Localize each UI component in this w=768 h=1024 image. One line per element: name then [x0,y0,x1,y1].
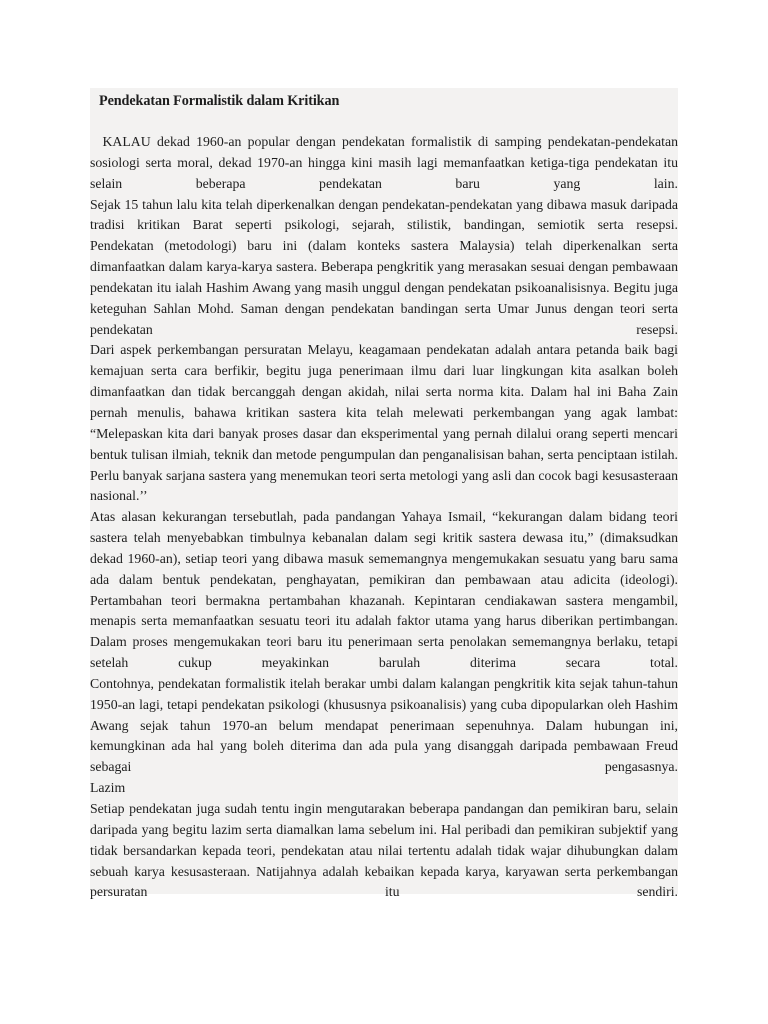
text-line: Dalam proses mengemukakan teori baru itu penerimaan serta penolakan sememangnya berlaku, tetapi [90,634,678,650]
text-line: Pendekatan (metodologi) baru ini (dalam konteks sastera Malaysia) telah diperkenalkan serta [90,238,678,254]
text-line: setelah cukup meyakinkan barulah diterima secara total. [90,655,678,671]
text-line: dekad 1960-an), setiap teori yang dibawa masuk sememangnya mengemukakan sesuatu yang baru sama [90,550,678,566]
document-body [90,132,678,903]
text-line: “Melepaskan kita dari banyak proses dasar dan eksperimental yang pernah dilalui orang seperti mencari [90,425,678,441]
text-line: keteguhan Sahlan Mohd. Saman dengan pendekatan bandingan serta Umar Junus dengan teori serta [90,300,678,316]
text-line: Dari aspek perkembangan persuratan Melayu, keagamaan pendekatan adalah antara petanda baik bagi [90,342,678,358]
text-line: sastera telah menyebabkan timbulnya kebanalan dalam segi kritik sastera dewasa itu,” (dimaksudkan [90,530,678,546]
document-title: Pendekatan Formalistik dalam Kritikan [99,93,340,109]
text-line: kemajuan serta cara berfikir, begitu juga penerimaan ilmu dari luar lingkungan kita asalkan boleh [90,363,678,379]
text-line: dimanfaatkan dan tidak bercanggah dengan akidah, nilai serta norma kita. Dalam hal ini Baha Zain [90,384,678,400]
text-line: kemungkinan ada hal yang boleh diterima dan ada pula yang disanggah daripada pembawaan Freud [90,738,678,754]
text-line: sebagai pengasasnya. [90,759,678,775]
text-line: dimanfaatkan dalam karya-karya sastera. Beberapa pengkritik yang merasakan sesuai dengan pembawaan [90,259,678,275]
text-line: pernah menulis, bahawa kritikan sastera kita telah melewati perkembangan yang agak lambat: [90,404,678,420]
text-line: Perlu banyak sarjana sastera yang menemukan teori serta metologi yang asli dan cocok bagi kesusasteraan [90,467,678,483]
text-line: nasional.’’ [90,488,148,504]
text-line: Lazim [90,780,126,796]
document-page [90,88,678,900]
text-line: bentuk tulisan ilmiah, teknik dan metode pengumpulan dan penganalisisan bahan, serta penciptaan istilah. [90,446,678,462]
text-line: ada dalam bentuk pendekatan, penghayatan, pemikiran dan pembawaan atau adicita (ideologi). [90,571,678,587]
text-line: daripada yang begitu lazim serta diamalkan lama sebelum ini. Hal peribadi dan pemikiran subjektif yang [90,821,678,837]
text-line: KALAU dekad 1960-an popular dengan pendekatan formalistik di samping pendekatan-pendekatan [90,134,678,149]
text-line: tidak bersandarkan kepada teori, pendekatan atau nilai tertentu adalah tidak wajar dihubungkan dalam [90,842,678,858]
text-line: Pertambahan teori bermakna pertambahan khazanah. Kepintaran cendiakawan sastera mengambil, [90,592,678,608]
text-line: pendekatan resepsi. [90,321,678,337]
text-line: sebuah karya kesusasteraan. Natijahnya adalah kebaikan kepada karya, karyawan serta perkembangan [90,863,678,879]
text-line: persuratan itu sendiri. [90,884,678,900]
text-line: selain beberapa pendekatan baru yang lain. [90,175,678,191]
text-line: 1950-an lagi, tetapi pendekatan psikologi (khususnya psikoanalisis) yang cuba dipopularkan oleh Hashim [90,696,678,712]
text-line: sosiologi serta moral, dekad 1970-an hingga kini masih lagi memanfaatkan ketiga-tiga pendekatan itu [90,154,678,170]
text-line: Awang sejak tahun 1970-an belum mendapat penerimaan sepenuhnya. Dalam hubungan ini, [90,717,678,733]
text-line: Atas alasan kekurangan tersebutlah, pada pandangan Yahaya Ismail, “kekurangan dalam bidang teori [90,509,678,525]
text-line: menapis serta memanfaatkan sesuatu teori itu adalah faktor utama yang harus diberikan pertimbangan. [90,613,678,629]
text-line: Contohnya, pendekatan formalistik itelah berakar umbi dalam kalangan pengkritik kita sejak tahun-tahun [90,675,678,691]
text-line: Setiap pendekatan juga sudah tentu ingin mengutarakan beberapa pandangan dan pemikiran baru, selain [90,801,678,816]
text-line: tradisi kritikan Barat seperti psikologi, sejarah, stilistik, bandingan, semiotik serta resepsi. [90,217,678,233]
text-line: Sejak 15 tahun lalu kita telah diperkenalkan dengan pendekatan-pendekatan yang dibawa masuk daripada [90,196,678,212]
text-line: pendekatan itu ialah Hashim Awang yang masih unggul dengan pendekatan psikoanalisisnya. Begitu juga [90,279,678,295]
